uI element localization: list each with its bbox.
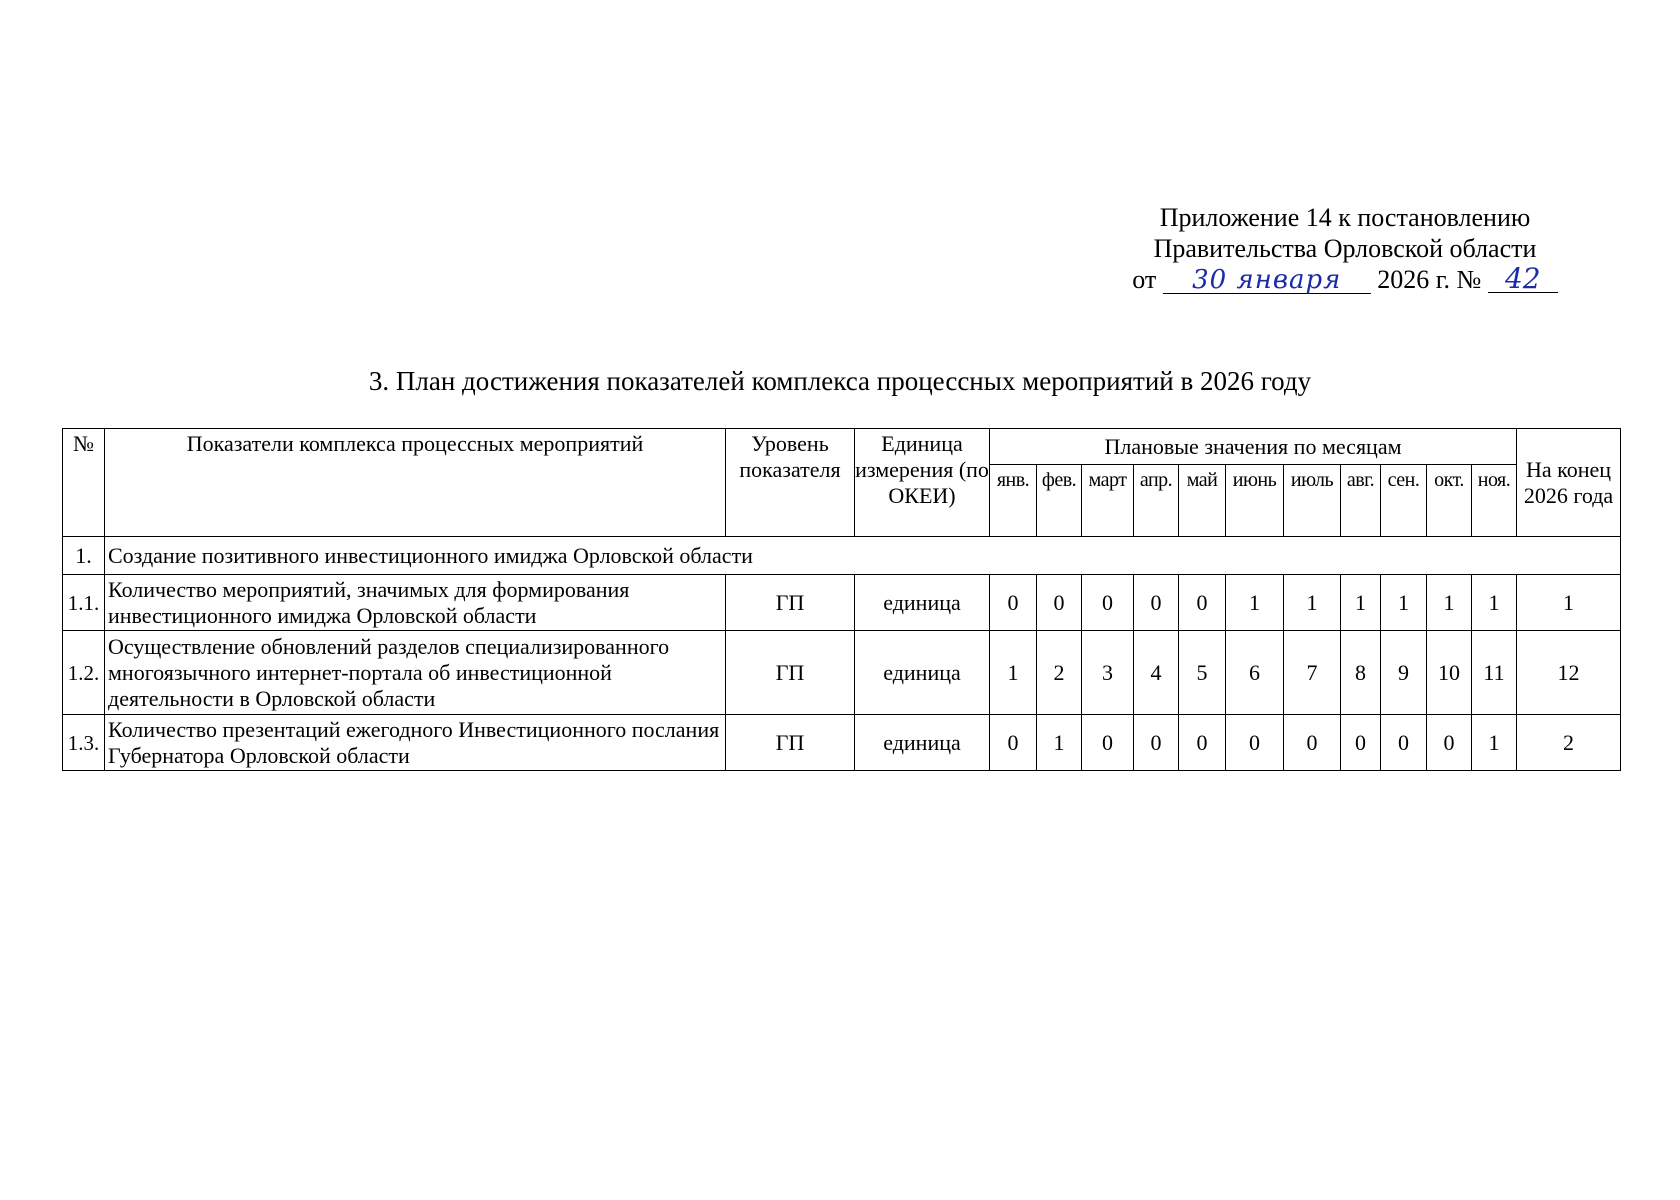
row-value: 1 [1037,715,1082,771]
row-value: 0 [1284,715,1341,771]
row-value: 1 [1472,575,1517,631]
header-month: окт. [1427,465,1472,537]
row-unit: единица [855,715,990,771]
header-planned-values: Плановые значения по месяцам [990,429,1517,465]
table-row [63,715,1621,771]
row-value: 9 [1381,631,1427,715]
header-month: март [1082,465,1134,537]
handwritten-date: 30 января [1163,267,1371,294]
header-month: май [1179,465,1226,537]
row-value: 0 [1134,575,1179,631]
annex-line-3 [1110,264,1580,295]
row-value: 0 [1341,715,1381,771]
row-value: 5 [1179,631,1226,715]
row-value: 0 [1179,575,1226,631]
row-value: 1 [990,631,1037,715]
row-value: 3 [1082,631,1134,715]
header-indicator: Показатели комплекса процессных мероприятий [105,429,726,537]
from-label: от [1132,265,1157,294]
row-value: 0 [1082,715,1134,771]
row-value: 11 [1472,631,1517,715]
row-unit: единица [855,631,990,715]
header-month: янв. [990,465,1037,537]
row-level: ГП [726,715,855,771]
row-level: ГП [726,575,855,631]
row-level: ГП [726,631,855,715]
year-number-label: 2026 г. № [1377,265,1482,294]
header-level: Уровень показателя [726,429,855,537]
section-num: 1. [63,537,105,575]
header-month: авг. [1341,465,1381,537]
annex-header [1110,202,1580,295]
row-value: 1 [1284,575,1341,631]
header-month: фев. [1037,465,1082,537]
header-year-end: На конец 2026 года [1517,429,1621,537]
row-indicator: Количество презентаций ежегодного Инвестиционного послания Губернатора Орловской области [105,715,726,771]
row-year-end: 1 [1517,575,1621,631]
section-title: Создание позитивного инвестиционного имиджа Орловской области [105,537,1621,575]
row-value: 0 [1381,715,1427,771]
header-month: июнь [1226,465,1284,537]
row-num: 1.1. [63,575,105,631]
row-value: 0 [1179,715,1226,771]
row-value: 4 [1134,631,1179,715]
row-value: 0 [1134,715,1179,771]
row-value: 1 [1341,575,1381,631]
annex-line-1: Приложение 14 к постановлению [1159,203,1531,232]
row-value: 10 [1427,631,1472,715]
section-row [63,537,1621,575]
row-value: 8 [1341,631,1381,715]
row-value: 0 [1427,715,1472,771]
header-month: апр. [1134,465,1179,537]
row-value: 0 [990,715,1037,771]
plan-table [62,428,1621,771]
row-value: 1 [1226,575,1284,631]
row-value: 7 [1284,631,1341,715]
row-value: 0 [1082,575,1134,631]
table-row [63,575,1621,631]
header-num: № [63,429,105,537]
row-value: 6 [1226,631,1284,715]
row-num: 1.3. [63,715,105,771]
row-year-end: 2 [1517,715,1621,771]
row-value: 0 [990,575,1037,631]
row-value: 0 [1037,575,1082,631]
header-month: июль [1284,465,1341,537]
header-unit: Единица измерения (по ОКЕИ) [855,429,990,537]
row-value: 0 [1226,715,1284,771]
row-year-end: 12 [1517,631,1621,715]
row-num: 1.2. [63,631,105,715]
row-value: 1 [1472,715,1517,771]
row-unit: единица [855,575,990,631]
header-month: ноя. [1472,465,1517,537]
header-month: сен. [1381,465,1427,537]
document-title: 3. План достижения показателей комплекса процессных мероприятий в 2026 году [368,366,1312,396]
row-value: 2 [1037,631,1082,715]
table-row [63,631,1621,715]
row-indicator: Осуществление обновлений разделов специализированного многоязычного интернет-портала об инвестиционной деятельности в Орловской области [105,631,726,715]
annex-line-2: Правительства Орловской области [1153,234,1537,263]
row-indicator: Количество мероприятий, значимых для формирования инвестиционного имиджа Орловской области [105,575,726,631]
row-value: 1 [1427,575,1472,631]
row-value: 1 [1381,575,1427,631]
handwritten-number: 42 [1488,266,1558,293]
